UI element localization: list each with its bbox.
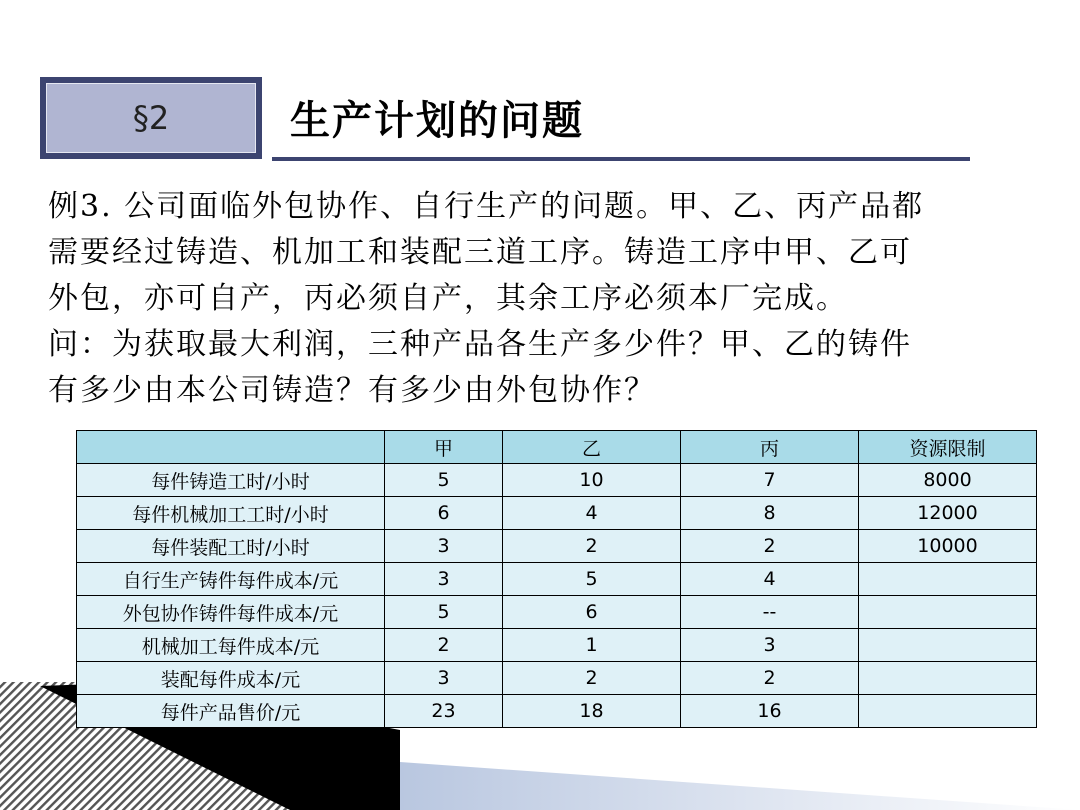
table-cell	[859, 563, 1037, 596]
table-cell: 2	[681, 530, 859, 563]
table-cell: 3	[385, 662, 503, 695]
table-cell: 1	[503, 629, 681, 662]
body-line: 例3. 公司面临外包协作、自行生产的问题。甲、乙、丙产品都	[48, 189, 925, 224]
title-underline	[272, 157, 970, 161]
table-cell: 3	[681, 629, 859, 662]
header-cell-product-a: 甲	[385, 431, 503, 464]
table-cell	[859, 629, 1037, 662]
row-label: 外包协作铸件每件成本/元	[77, 596, 385, 629]
body-line: 需要经过铸造、机加工和装配三道工序。铸造工序中甲、乙可	[48, 235, 912, 270]
table-row	[77, 596, 1037, 629]
table-cell: --	[681, 596, 859, 629]
table-cell: 5	[385, 596, 503, 629]
row-label: 每件铸造工时/小时	[77, 464, 385, 497]
table-cell: 12000	[859, 497, 1037, 530]
production-data-table	[76, 430, 1037, 728]
table-cell: 5	[503, 563, 681, 596]
header-cell-resource-limit: 资源限制	[859, 431, 1037, 464]
table-row	[77, 464, 1037, 497]
row-label: 自行生产铸件每件成本/元	[77, 563, 385, 596]
table-cell: 6	[385, 497, 503, 530]
header-cell-product-b: 乙	[503, 431, 681, 464]
table-cell: 8	[681, 497, 859, 530]
table-cell: 3	[385, 563, 503, 596]
section-number-box	[40, 77, 262, 159]
slide-title: 生产计划的问题	[290, 98, 584, 144]
row-label: 每件机械加工工时/小时	[77, 497, 385, 530]
blue-fade-wedge	[400, 762, 1080, 810]
table-cell: 2	[503, 530, 681, 563]
table-cell: 8000	[859, 464, 1037, 497]
table-cell: 3	[385, 530, 503, 563]
table-row	[77, 629, 1037, 662]
row-label: 机械加工每件成本/元	[77, 629, 385, 662]
row-label: 装配每件成本/元	[77, 662, 385, 695]
body-line: 有多少由本公司铸造？有多少由外包协作？	[48, 373, 656, 408]
table-cell: 16	[681, 695, 859, 728]
section-number: §2	[46, 83, 256, 153]
row-label: 每件产品售价/元	[77, 695, 385, 728]
table-cell: 7	[681, 464, 859, 497]
table-row	[77, 530, 1037, 563]
table-cell: 18	[503, 695, 681, 728]
table-cell: 4	[503, 497, 681, 530]
header-cell-blank	[77, 431, 385, 464]
row-label: 每件装配工时/小时	[77, 530, 385, 563]
table-cell	[859, 596, 1037, 629]
table-cell: 2	[503, 662, 681, 695]
table-cell	[859, 695, 1037, 728]
table-row	[77, 662, 1037, 695]
table-cell: 2	[385, 629, 503, 662]
body-line: 外包，亦可自产，丙必须自产，其余工序必须本厂完成。	[48, 281, 848, 316]
table-cell: 23	[385, 695, 503, 728]
body-line: 问：为获取最大利润，三种产品各生产多少件？甲、乙的铸件	[48, 327, 912, 362]
table-cell: 6	[503, 596, 681, 629]
table-row	[77, 563, 1037, 596]
table-row	[77, 695, 1037, 728]
problem-statement	[48, 184, 1048, 414]
table-cell: 2	[681, 662, 859, 695]
table-cell: 4	[681, 563, 859, 596]
table-row	[77, 497, 1037, 530]
table-cell: 10000	[859, 530, 1037, 563]
header-cell-product-c: 丙	[681, 431, 859, 464]
table-cell: 5	[385, 464, 503, 497]
table-header-row	[77, 431, 1037, 464]
table-cell	[859, 662, 1037, 695]
table-cell: 10	[503, 464, 681, 497]
